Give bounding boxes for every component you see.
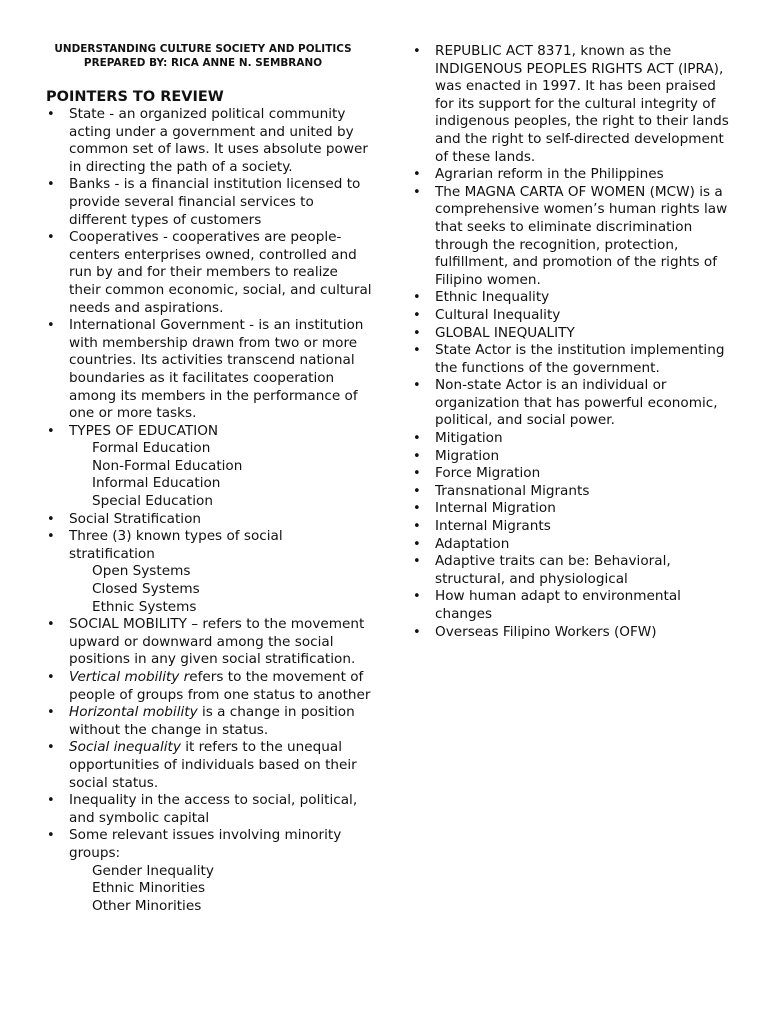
list-item-text: Adaptive traits can be: Behavioral, structural, and physiological	[435, 553, 671, 587]
bullet-icon: •	[413, 290, 421, 306]
list-item-text: efers to the movement of people of groups from one status to another	[69, 669, 371, 703]
list-item-three-types	[42, 528, 372, 616]
sub-item: Open Systems	[92, 563, 191, 580]
bullet-icon: •	[413, 431, 421, 447]
term-text: Social inequality	[69, 739, 181, 756]
list-item	[408, 377, 738, 430]
list-item-text: Non-state Actor is an individual or organization that has powerful economic, political, and social power.	[435, 377, 718, 429]
bullet-icon: •	[413, 519, 421, 535]
term-text: Horizontal mobility	[69, 704, 198, 721]
bullet-icon: •	[413, 343, 421, 359]
list-item	[408, 342, 738, 377]
list-item-text: Some relevant issues involving minority groups:	[69, 827, 342, 861]
list-item	[408, 307, 738, 325]
bullet-icon: •	[413, 483, 421, 499]
bullet-icon: •	[413, 554, 421, 570]
right-column	[408, 43, 738, 641]
bullet-icon: •	[47, 107, 55, 122]
list-item-text: How human adapt to environmental changes	[435, 588, 681, 622]
list-item-text: it refers to the unequal opportunities of individuals based on their social status.	[69, 739, 357, 791]
list-item-text: Internal Migrants	[435, 518, 551, 535]
list-item-types-of-education	[42, 423, 372, 511]
bullet-icon: •	[413, 44, 421, 59]
list-item-text: State - an organized political community acting under a government and united by common set of laws. It uses absolute power in directing the path of a society.	[69, 106, 368, 175]
list-item-horizontal-mobility	[42, 704, 372, 739]
list-item	[408, 448, 738, 466]
list-item-access-inequality	[42, 792, 372, 827]
list-item-text: Banks - is a financial institution licensed to provide several financial services to different types of customers	[69, 176, 361, 228]
list-item	[408, 166, 738, 184]
list-item-text: The MAGNA CARTA OF WOMEN (MCW) is a comprehensive women’s human rights law that seeks to eliminate discrimination through the recognition, protection, fulfillment, and promotion of the rights of Filipino women.	[435, 183, 728, 288]
list-item-social-mobility	[42, 616, 372, 669]
list-item-cooperatives	[42, 229, 372, 317]
bullet-icon: •	[413, 378, 421, 394]
sub-item: Formal Education	[92, 440, 211, 457]
bullet-icon: •	[47, 318, 55, 334]
sub-item: Gender Inequality	[92, 862, 214, 879]
list-item-social-inequality	[42, 739, 372, 792]
term-text: Vertical mobility r	[69, 669, 190, 685]
bullet-icon: •	[413, 536, 421, 552]
list-item-text: Cultural Inequality	[435, 306, 561, 323]
list-item-text: Internal Migration	[435, 500, 556, 517]
list-item	[408, 465, 738, 483]
bullet-icon: •	[413, 448, 421, 464]
sub-item: Closed Systems	[92, 581, 200, 598]
bullet-icon: •	[413, 184, 421, 200]
bullet-icon: •	[413, 167, 421, 183]
left-bullet-list	[42, 106, 372, 915]
bullet-icon: •	[47, 828, 55, 844]
bullet-icon: •	[413, 624, 421, 640]
list-item	[408, 588, 738, 623]
bullet-icon: •	[413, 589, 421, 605]
document-title: UNDERSTANDING CULTURE SOCIETY AND POLITICS	[54, 43, 352, 55]
list-item-text: Inequality in the access to social, political, and symbolic capital	[69, 792, 358, 826]
list-item-text: GLOBAL INEQUALITY	[435, 324, 575, 341]
sub-item: Ethnic Minorities	[92, 880, 206, 897]
bullet-icon: •	[413, 501, 421, 517]
sub-item: Ethnic Systems	[92, 598, 197, 615]
list-item	[408, 325, 738, 343]
list-item	[408, 518, 738, 536]
section-title: POINTERS TO REVIEW	[46, 89, 224, 105]
sub-item: Other Minorities	[92, 897, 202, 914]
sub-item: Non-Formal Education	[92, 457, 243, 474]
list-item	[408, 430, 738, 448]
list-item-text: SOCIAL MOBILITY – refers to the movement upward or downward among the social positions in any given social stratification.	[69, 616, 365, 668]
right-bullet-list	[408, 43, 738, 641]
list-item-text: TYPES OF EDUCATION	[69, 422, 219, 439]
list-item	[408, 483, 738, 501]
bullet-icon: •	[47, 740, 55, 756]
bullet-icon: •	[47, 705, 55, 721]
bullet-icon: •	[413, 325, 421, 341]
list-item	[408, 184, 738, 290]
list-item	[408, 553, 738, 588]
list-item-state	[42, 106, 372, 176]
list-item-text: Mitigation	[435, 430, 503, 447]
list-item-banks	[42, 176, 372, 229]
list-item-text: Transnational Migrants	[435, 482, 590, 499]
bullet-icon: •	[47, 793, 55, 809]
list-item	[408, 624, 738, 642]
list-item-text: International Government - is an institution with membership drawn from two or more countries. Its activities transcend national boundaries as it facilitates cooperation among its members in the performance of one or more tasks.	[69, 317, 364, 422]
list-item	[408, 536, 738, 554]
bullet-icon: •	[413, 466, 421, 482]
bullet-icon: •	[47, 177, 55, 193]
list-item-minority-issues	[42, 827, 372, 915]
list-item-text: Ethnic Inequality	[435, 289, 550, 306]
bullet-icon: •	[47, 230, 55, 246]
list-item-international-government	[42, 317, 372, 423]
list-item-text: Agrarian reform in the Philippines	[435, 166, 664, 183]
bullet-icon: •	[47, 670, 55, 685]
list-item-text: Cooperatives - cooperatives are people-centers enterprises owned, controlled and run by and for their members to realize their common economic, social, and cultural needs and aspirations.	[69, 229, 372, 316]
list-item-text: Three (3) known types of social stratification	[69, 528, 283, 562]
list-item-text: REPUBLIC ACT 8371, known as the INDIGENOUS PEOPLES RIGHTS ACT (IPRA), was enacted in 1997. It has been praised for its support for the cultural integrity of indigenous peoples, the right to their lands and the right to self-directed development of these lands.	[435, 43, 729, 165]
list-item-text: Adaptation	[435, 535, 510, 552]
sub-item: Special Education	[92, 493, 213, 510]
left-column	[42, 42, 372, 915]
list-item	[408, 43, 738, 166]
sub-item: Informal Education	[92, 475, 221, 492]
list-item-text: Social Stratification	[69, 510, 202, 527]
list-item-text: Force Migration	[435, 465, 541, 482]
list-item-text: State Actor is the institution implementing the functions of the government.	[435, 342, 725, 376]
bullet-icon: •	[47, 423, 55, 439]
prepared-by: PREPARED BY: RICA ANNE N. SEMBRANO	[83, 57, 323, 69]
bullet-icon: •	[47, 529, 55, 545]
bullet-icon: •	[413, 307, 421, 323]
list-item-vertical-mobility	[42, 669, 372, 704]
bullet-icon: •	[47, 511, 55, 527]
list-item-text: Overseas Filipino Workers (OFW)	[435, 623, 657, 640]
list-item	[408, 500, 738, 518]
list-item-text: is a change in position without the change in status.	[69, 704, 355, 738]
list-item-social-stratification	[42, 511, 372, 529]
list-item	[408, 289, 738, 307]
list-item-text: Migration	[435, 447, 500, 464]
bullet-icon: •	[47, 617, 55, 633]
